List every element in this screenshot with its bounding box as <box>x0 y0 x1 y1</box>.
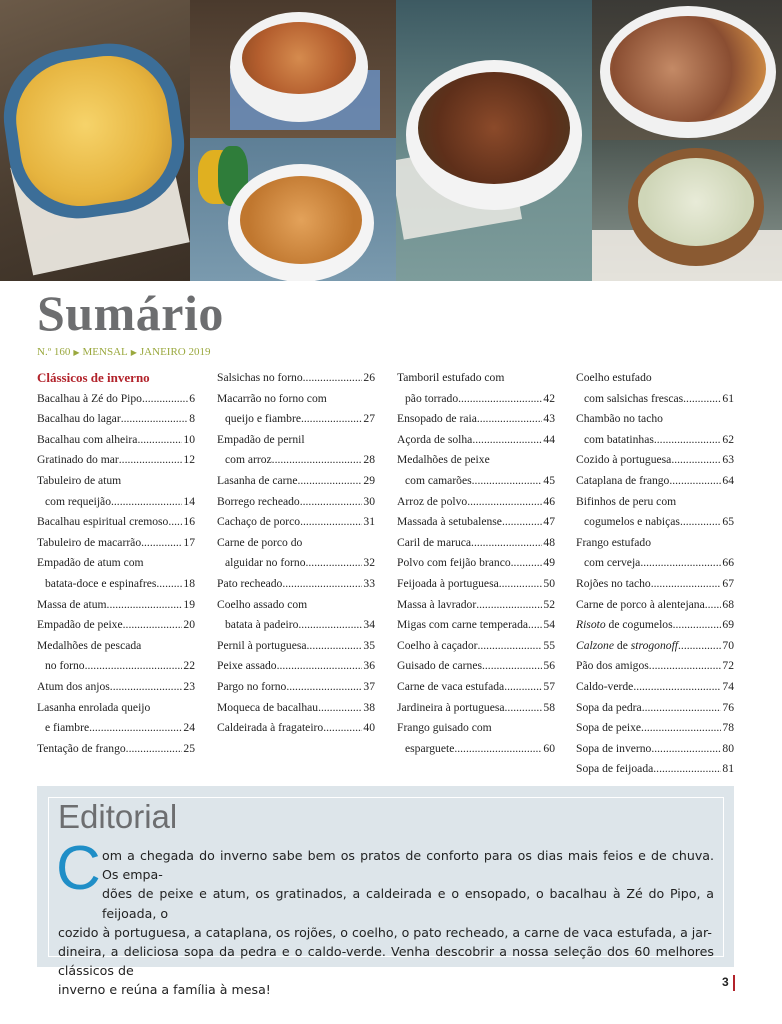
photo-cozido <box>592 0 782 140</box>
toc-leader-dots <box>454 739 542 760</box>
toc-leader-dots <box>651 574 722 595</box>
toc-entry-text: Carne de porco do <box>217 535 303 549</box>
toc-entry <box>37 389 195 410</box>
toc-entry-text: Peixe assado <box>217 659 277 673</box>
toc-entry-text: Lasanha enrolada queijo <box>37 700 151 714</box>
toc-entry-text: com cerveja <box>584 556 641 570</box>
page-number: 3 <box>722 975 729 989</box>
toc-leader-dots <box>683 389 721 410</box>
toc-entry-text: Gratinado do mar <box>37 453 119 467</box>
toc-entry-text: no forno <box>45 659 85 673</box>
editorial-line: dões de peixe e atum, os gratinados, a caldeirada e o ensopado, o bacalhau à Zé do Pipo, a feijoada, o <box>102 886 714 921</box>
toc-leader-dots <box>303 368 363 389</box>
toc-page-number: 10 <box>183 432 195 446</box>
toc-entry <box>37 656 195 677</box>
toc-entry <box>37 409 195 430</box>
toc-page-number: 44 <box>543 432 555 446</box>
toc-entry <box>217 450 375 471</box>
toc-page-number: 54 <box>543 618 555 632</box>
toc-entry-text: Rojões no tacho <box>576 576 651 590</box>
toc-entry-text: Coelho assado com <box>217 597 308 611</box>
editorial-line: dineira, a deliciosa sopa da pedra e o caldo-verde. Venha descobrir a nossa seleção dos 60 melhores clássicos de <box>58 944 714 979</box>
toc-leader-dots <box>654 430 722 451</box>
toc-entry <box>37 739 195 760</box>
toc-leader-dots <box>298 615 362 636</box>
toc-entry <box>217 574 375 595</box>
toc-page-number: 34 <box>363 618 375 632</box>
toc-section-title: Clássicos de inverno <box>37 370 150 385</box>
toc-entry-text: Empadão de atum com <box>37 556 144 570</box>
toc-leader-dots <box>318 698 362 719</box>
toc-leader-dots <box>300 492 363 513</box>
toc-page-number: 68 <box>722 597 734 611</box>
toc-entry-text: Pargo no forno <box>217 679 287 693</box>
toc-entry-text: Bacalhau espiritual cremoso <box>37 515 169 529</box>
toc-page-number: 30 <box>363 494 375 508</box>
toc-entry <box>217 492 375 513</box>
issue-number: N.º 160 <box>37 346 71 358</box>
toc-page-number: 40 <box>363 721 375 735</box>
toc-entry <box>37 430 195 451</box>
toc-entry-text: Bacalhau à Zé do Pipo <box>37 391 142 405</box>
toc-entry <box>217 409 375 430</box>
toc-leader-dots <box>671 450 721 471</box>
toc-entry-text: Massa à lavrador <box>397 597 477 611</box>
toc-page-number: 18 <box>183 576 195 590</box>
toc-entry <box>397 492 555 513</box>
toc-entry <box>576 656 734 677</box>
toc-page-number: 26 <box>363 371 375 384</box>
toc-entry-text: Borrego recheado <box>217 494 300 508</box>
toc-entry-text: Frango guisado com <box>397 721 492 735</box>
triangle-icon: ▶ <box>130 348 137 357</box>
toc-leader-dots <box>301 409 362 430</box>
toc-entry <box>576 595 734 616</box>
toc-entry-text: Guisado de carnes <box>397 659 482 673</box>
issue-date: JANEIRO 2019 <box>139 346 211 358</box>
toc-leader-dots <box>649 656 722 677</box>
editorial-line: inverno e reúna a família à mesa! <box>58 982 271 998</box>
toc-page-number: 17 <box>183 535 195 549</box>
toc-entry-title <box>576 368 734 389</box>
toc-leader-dots <box>511 553 543 574</box>
toc-page-number: 61 <box>722 391 734 405</box>
toc-entry <box>397 409 555 430</box>
toc-entry-text: Empadão de pernil <box>217 432 305 446</box>
toc-page-number: 60 <box>543 741 555 755</box>
toc-page-number: 65 <box>722 515 734 529</box>
toc-entry-text: Polvo com feijão branco <box>397 556 511 570</box>
issue-line <box>37 346 211 358</box>
toc-leader-dots <box>477 636 542 657</box>
toc-page-number: 81 <box>722 762 734 776</box>
toc-entry-text: Calzone de strogonoff <box>576 638 679 652</box>
toc-entry-text: cogumelos e nabiças <box>584 515 680 529</box>
toc-column-2 <box>217 368 375 739</box>
toc-entry-title <box>37 471 195 492</box>
toc-page-number: 37 <box>363 679 375 693</box>
toc-entry <box>397 636 555 657</box>
toc-page-number: 29 <box>363 473 375 487</box>
toc-entry-text: Bifinhos de peru com <box>576 494 677 508</box>
photo-collage <box>0 0 782 281</box>
toc-entry-title <box>217 389 375 410</box>
toc-entry <box>576 553 734 574</box>
photo-pasta-colander <box>190 0 396 138</box>
toc-entry-text: Jardineira à portuguesa <box>397 700 505 714</box>
toc-entry-text: Massa de atum <box>37 597 107 611</box>
toc-entry-text: Tabuleiro de macarrão <box>37 535 142 549</box>
toc-entry-text: Arroz de polvo <box>397 494 468 508</box>
toc-entry <box>397 574 555 595</box>
toc-page-number: 55 <box>543 638 555 652</box>
toc-leader-dots <box>673 615 722 636</box>
toc-entry-text: Tabuleiro de atum <box>37 473 122 487</box>
toc-entry <box>217 677 375 698</box>
toc-leader-dots <box>123 615 183 636</box>
photo-caldo-verde <box>592 140 782 281</box>
toc-entry <box>397 656 555 677</box>
toc-entry <box>397 553 555 574</box>
toc-entry-text: com salsichas frescas <box>584 391 684 405</box>
toc-leader-dots <box>307 636 363 657</box>
toc-page-number: 31 <box>363 515 375 529</box>
toc-leader-dots <box>499 574 543 595</box>
toc-leader-dots <box>168 512 182 533</box>
toc-entry-title <box>397 450 555 471</box>
toc-entry <box>576 430 734 451</box>
issue-frequency: MENSAL <box>82 346 128 358</box>
toc-entry <box>37 677 195 698</box>
toc-entry-text: Cachaço de porco <box>217 515 301 529</box>
toc-entry-text: Tamboril estufado com <box>397 371 505 384</box>
toc-page-number: 14 <box>183 494 195 508</box>
toc-entry-text: Cozido à portuguesa <box>576 453 672 467</box>
toc-entry-text: Coelho estufado <box>576 371 652 384</box>
toc-entry-text: Feijoada à portuguesa <box>397 576 499 590</box>
toc-page-number: 67 <box>722 576 734 590</box>
toc-entry-text: Cataplana de frango <box>576 473 670 487</box>
editorial-title: Editorial <box>58 798 178 835</box>
toc-entry-text: Migas com carne temperada <box>397 618 529 632</box>
toc-entry <box>37 533 195 554</box>
photo-meat-stew <box>396 0 592 281</box>
toc-entry <box>576 739 734 760</box>
toc-entry-text: Caldeirada à fragateiro <box>217 721 324 735</box>
page-number-bar <box>733 975 735 991</box>
toc-entry-title <box>37 636 195 657</box>
toc-leader-dots <box>653 759 721 780</box>
toc-page-number: 43 <box>543 412 555 426</box>
toc-entry <box>217 636 375 657</box>
toc-leader-dots <box>633 677 721 698</box>
toc-leader-dots <box>505 698 543 719</box>
toc-page-number: 64 <box>722 473 734 487</box>
toc-leader-dots <box>126 739 183 760</box>
toc-entry <box>37 492 195 513</box>
toc-entry-text: batata-doce e espinafres <box>45 576 157 590</box>
toc-leader-dots <box>272 450 363 471</box>
toc-entry-title <box>217 533 375 554</box>
toc-entry-text: Carne de vaca estufada <box>397 679 505 693</box>
toc-leader-dots <box>640 553 721 574</box>
toc-entry <box>576 636 734 657</box>
toc-entry-text: Frango estufado <box>576 535 652 549</box>
toc-page-number: 70 <box>722 638 734 652</box>
toc-page-number: 25 <box>183 741 195 755</box>
toc-entry <box>397 615 555 636</box>
toc-leader-dots <box>306 553 363 574</box>
photo-gratin <box>0 0 190 281</box>
toc-entry <box>217 698 375 719</box>
toc-entry-title <box>397 368 555 389</box>
toc-leader-dots <box>528 615 542 636</box>
toc-page-number: 36 <box>363 659 375 673</box>
toc-leader-dots <box>641 718 721 739</box>
toc-leader-dots <box>467 492 542 513</box>
toc-entry <box>217 553 375 574</box>
toc-entry-text: queijo e fiambre <box>225 412 301 426</box>
toc-entry <box>217 615 375 636</box>
toc-page-number: 56 <box>543 659 555 673</box>
toc-entry <box>217 718 375 739</box>
toc-leader-dots <box>85 656 183 677</box>
toc-entry-text: Carne de porco à alentejana <box>576 597 705 611</box>
toc-entry-text: Massada à setubalense <box>397 515 502 529</box>
toc-entry-text: Ensopado de raia <box>397 412 477 426</box>
toc-entry-text: Atum dos anjos <box>37 679 110 693</box>
editorial-line: cozido à portuguesa, a cataplana, os rojões, o coelho, o pato recheado, a carne de vaca estufada, a jar- <box>58 924 712 940</box>
toc-column-4 <box>576 368 734 780</box>
toc-entry-text: alguidar no forno <box>225 556 306 570</box>
toc-entry <box>37 615 195 636</box>
toc-column-1 <box>37 368 195 759</box>
toc-column-3 <box>397 368 555 759</box>
toc-leader-dots <box>477 409 543 430</box>
toc-entry-title <box>217 595 375 616</box>
toc-entry-text: Sopa de inverno <box>576 741 652 755</box>
toc-entry-title <box>576 409 734 430</box>
toc-leader-dots <box>110 677 183 698</box>
toc-leader-dots <box>669 471 721 492</box>
editorial-text <box>58 846 714 1000</box>
toc-entry-text: Bacalhau do lagar <box>37 412 121 426</box>
toc-entry-text: esparguete <box>405 741 455 755</box>
toc-entry <box>397 677 555 698</box>
toc-entry-text: Empadão de peixe <box>37 618 123 632</box>
toc-entry <box>37 595 195 616</box>
toc-entry <box>37 450 195 471</box>
toc-entry <box>576 512 734 533</box>
toc-leader-dots <box>678 636 721 657</box>
photo-pasta-bowl <box>190 138 396 281</box>
toc-page-number: 48 <box>543 535 555 549</box>
toc-page-number: 38 <box>363 700 375 714</box>
toc-leader-dots <box>482 656 542 677</box>
toc-leader-dots <box>323 718 362 739</box>
toc-entry-text: e fiambre <box>45 721 90 735</box>
toc-leader-dots <box>107 595 183 616</box>
toc-entry <box>576 615 734 636</box>
toc-entry-text: Caldo-verde <box>576 679 634 693</box>
toc-page-number: 80 <box>722 741 734 755</box>
toc-entry-text: Coelho à caçador <box>397 638 478 652</box>
toc-leader-dots <box>300 512 362 533</box>
toc-page-number: 42 <box>543 391 555 405</box>
toc-page-number: 76 <box>722 700 734 714</box>
toc-entry-text: Pato recheado <box>217 576 283 590</box>
toc-entry <box>37 718 195 739</box>
toc-entry <box>576 389 734 410</box>
toc-entry <box>576 677 734 698</box>
toc-leader-dots <box>119 450 183 471</box>
toc-page-number: 23 <box>183 679 195 693</box>
toc-page-number: 8 <box>189 412 195 426</box>
toc-entry-text: Sopa de feijoada <box>576 762 654 776</box>
toc-leader-dots <box>156 574 182 595</box>
toc-page-number: 16 <box>183 515 195 529</box>
toc-page-number: 52 <box>543 597 555 611</box>
toc-leader-dots <box>121 409 189 430</box>
toc-page-number: 63 <box>722 453 734 467</box>
toc-page-number: 35 <box>363 638 375 652</box>
toc-entry-text: com arroz <box>225 453 272 467</box>
toc-entry-text: com requeijão <box>45 494 111 508</box>
toc-entry-text: Açorda de solha <box>397 432 473 446</box>
toc-page-number: 32 <box>363 556 375 570</box>
toc-entry-text: batata à padeiro <box>225 618 299 632</box>
toc-page-number: 49 <box>543 556 555 570</box>
toc-entry-title <box>37 553 195 574</box>
toc-entry <box>397 430 555 451</box>
toc-page-number: 24 <box>183 721 195 735</box>
toc-page-number: 27 <box>363 412 375 426</box>
toc-leader-dots <box>297 471 362 492</box>
triangle-icon: ▶ <box>73 348 80 357</box>
toc-entry <box>217 471 375 492</box>
toc-page-number: 50 <box>543 576 555 590</box>
toc-entry <box>576 698 734 719</box>
toc-entry <box>397 739 555 760</box>
toc-page-number: 46 <box>543 494 555 508</box>
toc-entry <box>576 759 734 780</box>
toc-leader-dots <box>642 698 722 719</box>
toc-leader-dots <box>142 389 188 410</box>
toc-entry-text: Macarrão no forno com <box>217 391 327 405</box>
toc-entry-title <box>397 718 555 739</box>
toc-leader-dots <box>705 595 722 616</box>
toc-entry-text: Sopa da pedra <box>576 700 642 714</box>
toc-leader-dots <box>476 595 542 616</box>
toc-page-number: 72 <box>722 659 734 673</box>
toc-entry-title <box>217 430 375 451</box>
toc-entry-text: Sopa de peixe <box>576 721 642 735</box>
toc-page-number: 45 <box>543 473 555 487</box>
toc-entry-text: Caril de maruca <box>397 535 472 549</box>
toc-page-number: 69 <box>722 618 734 632</box>
toc-page-number: 20 <box>183 618 195 632</box>
toc-page-number: 57 <box>543 679 555 693</box>
toc-entry-text: Lasanha de carne <box>217 473 298 487</box>
toc-entry <box>576 471 734 492</box>
toc-leader-dots <box>502 512 542 533</box>
toc-entry <box>397 389 555 410</box>
toc-leader-dots <box>472 471 543 492</box>
toc-leader-dots <box>111 492 182 513</box>
toc-entry <box>397 595 555 616</box>
toc-page-number: 62 <box>722 432 734 446</box>
toc-page-number: 47 <box>543 515 555 529</box>
toc-page-number: 66 <box>722 556 734 570</box>
page-title: Sumário <box>37 285 224 341</box>
toc-entry <box>217 656 375 677</box>
toc-entry-text: Risoto de cogumelos <box>576 618 673 632</box>
toc-entry-text: Tentação de frango <box>37 741 126 755</box>
toc-entry-text: Salsichas no forno <box>217 371 303 384</box>
toc-entry <box>576 574 734 595</box>
toc-page-number: 12 <box>183 453 195 467</box>
toc-entry <box>217 512 375 533</box>
toc-leader-dots <box>137 430 182 451</box>
toc-entry-text: Pernil à portuguesa <box>217 638 307 652</box>
toc-entry <box>37 574 195 595</box>
toc-entry-title <box>576 492 734 513</box>
editorial-dropcap: C <box>56 834 101 903</box>
toc-leader-dots <box>277 656 363 677</box>
toc-entry-text: Pão dos amigos <box>576 659 649 673</box>
toc-leader-dots <box>141 533 182 554</box>
toc-entry <box>397 471 555 492</box>
toc-leader-dots <box>651 739 721 760</box>
toc-entry <box>397 698 555 719</box>
toc-entry <box>37 512 195 533</box>
toc-leader-dots <box>680 512 721 533</box>
toc-leader-dots <box>471 533 542 554</box>
toc-page-number: 22 <box>183 659 195 673</box>
toc-entry-text: pão torrado <box>405 391 459 405</box>
toc-leader-dots <box>286 677 362 698</box>
toc-page-number: 28 <box>363 453 375 467</box>
toc-entry-text: Bacalhau com alheira <box>37 432 138 446</box>
toc-leader-dots <box>458 389 542 410</box>
toc-entry-title <box>37 698 195 719</box>
toc-page-number: 19 <box>183 597 195 611</box>
toc-leader-dots <box>89 718 182 739</box>
toc-leader-dots <box>472 430 542 451</box>
toc-entry-text: Medalhões de peixe <box>397 453 490 467</box>
toc-leader-dots <box>504 677 542 698</box>
toc-entry-text: Chambão no tacho <box>576 412 663 426</box>
toc-entry <box>397 512 555 533</box>
toc-page-number: 33 <box>363 576 375 590</box>
toc-entry <box>217 368 375 389</box>
toc-entry-text: Medalhões de pescada <box>37 638 142 652</box>
toc-entry-text: com camarões <box>405 473 472 487</box>
toc-entry <box>397 533 555 554</box>
toc-page-number: 74 <box>722 679 734 693</box>
editorial-line: om a chegada do inverno sabe bem os pratos de conforto para os dias mais feios e de chuva. Os empa- <box>102 848 714 883</box>
toc-page-number: 6 <box>189 391 195 405</box>
toc-entry <box>576 450 734 471</box>
toc-leader-dots <box>282 574 362 595</box>
toc-page-number: 58 <box>543 700 555 714</box>
toc-entry-text: com batatinhas <box>584 432 654 446</box>
toc-page-number: 78 <box>722 721 734 735</box>
toc-entry-title <box>576 533 734 554</box>
toc-entry-text: Moqueca de bacalhau <box>217 700 319 714</box>
toc-entry <box>576 718 734 739</box>
